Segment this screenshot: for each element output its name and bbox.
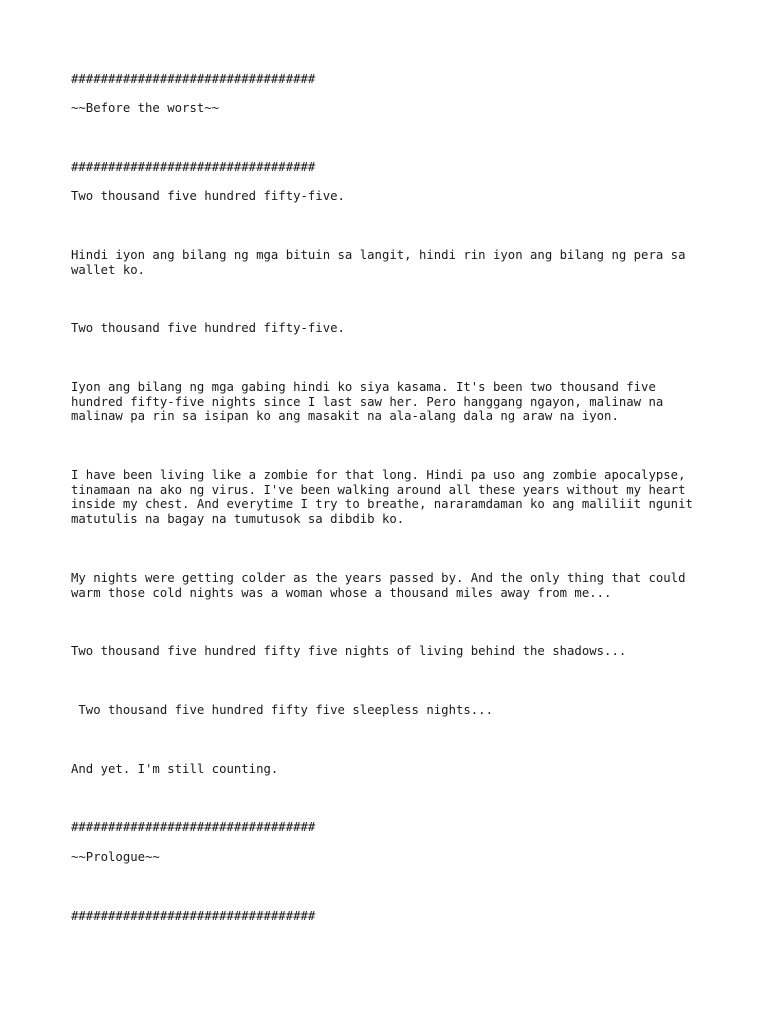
section-heading-prologue: ~~Prologue~~ (71, 850, 160, 864)
paragraph: Two thousand five hundred fifty-five. (71, 189, 345, 203)
paragraph: Two thousand five hundred fifty five nights of living behind the shadows... (71, 644, 627, 658)
paragraph: I have been living like a zombie for that long. Hindi pa uso ang zombie apocalypse, tinamaan na ako ng virus. I've been walking around all these years without my heart inside my chest. And everytime I try to breathe, nararamdaman ko ang maliliit ngunit matutulis na bagay na tumutusok sa dibdib ko. (71, 468, 701, 526)
paragraph: Two thousand five hundred fifty five sleepless nights... (71, 703, 493, 717)
paragraph: Two thousand five hundred fifty-five. (71, 321, 345, 335)
section-heading-before-the-worst: ~~Before the worst~~ (71, 101, 220, 115)
paragraph: And yet. I'm still counting. (71, 762, 279, 776)
paragraph: My nights were getting colder as the years passed by. And the only thing that could warm those cold nights was a woman whose a thousand miles away from me... (71, 571, 693, 600)
paragraph: Hindi iyon ang bilang ng mga bituin sa langit, hindi rin iyon ang bilang ng pera sa wallet ko. (71, 248, 693, 277)
section-separator: ################################# (71, 909, 316, 923)
paragraph: Iyon ang bilang ng mga gabing hindi ko siya kasama. It's been two thousand five hundred fifty-five nights since I last saw her. Pero hanggang ngayon, malinaw na malinaw pa rin sa isipan ko ang masakit na ala-alang dala ng araw na iyon. (71, 380, 671, 424)
section-separator: ################################# (71, 820, 316, 834)
section-separator: ################################# (71, 72, 316, 86)
section-separator: ################################# (71, 160, 316, 174)
